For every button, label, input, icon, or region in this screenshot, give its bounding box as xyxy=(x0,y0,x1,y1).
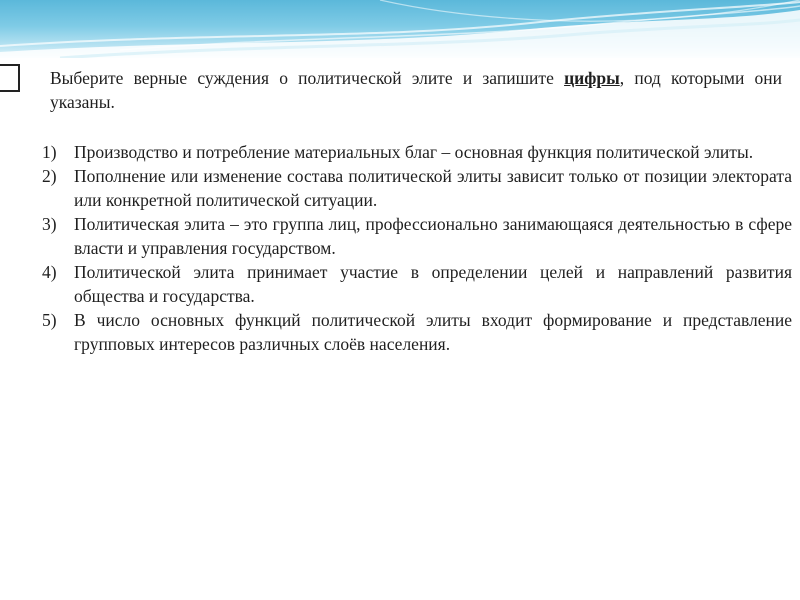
statement-text: Пополнение или изменение состава политической элиты зависит только от позиции электората или конкретной политической ситуации. xyxy=(74,166,792,210)
statement-list xyxy=(42,140,792,356)
statement-number: 3) xyxy=(42,214,57,234)
statement-text: Политической элита принимает участие в определении целей и направлений развития общества и государства. xyxy=(74,262,792,306)
statement-number: 1) xyxy=(42,142,57,162)
statement-number: 2) xyxy=(42,166,57,186)
statement-item-2 xyxy=(42,164,792,212)
statement-item-1 xyxy=(42,140,792,164)
wave-graphic xyxy=(0,0,800,58)
statement-item-5 xyxy=(42,308,792,356)
statement-number: 4) xyxy=(42,262,57,282)
question-suffix: , под которыми они указаны. xyxy=(50,68,782,112)
statement-number: 5) xyxy=(42,310,57,330)
question-text xyxy=(50,66,782,114)
statement-item-3 xyxy=(42,212,792,260)
question-highlight: цифры xyxy=(564,68,620,88)
question-prefix: Выберите верные суждения о политической элите и запишите xyxy=(50,68,565,88)
statement-text: Политическая элита – это группа лиц, профессионально занимающаяся деятельностью в сфере власти и управления государством. xyxy=(74,214,792,258)
statement-text: Производство и потребление материальных благ – основная функция политической элиты. xyxy=(74,142,754,162)
header-wave-decoration xyxy=(0,0,800,58)
statement-item-4 xyxy=(42,260,792,308)
task-number-box xyxy=(0,64,20,92)
statement-text: В число основных функций политической элиты входит формирование и представление групповых интересов различных слоёв населения. xyxy=(74,310,792,354)
